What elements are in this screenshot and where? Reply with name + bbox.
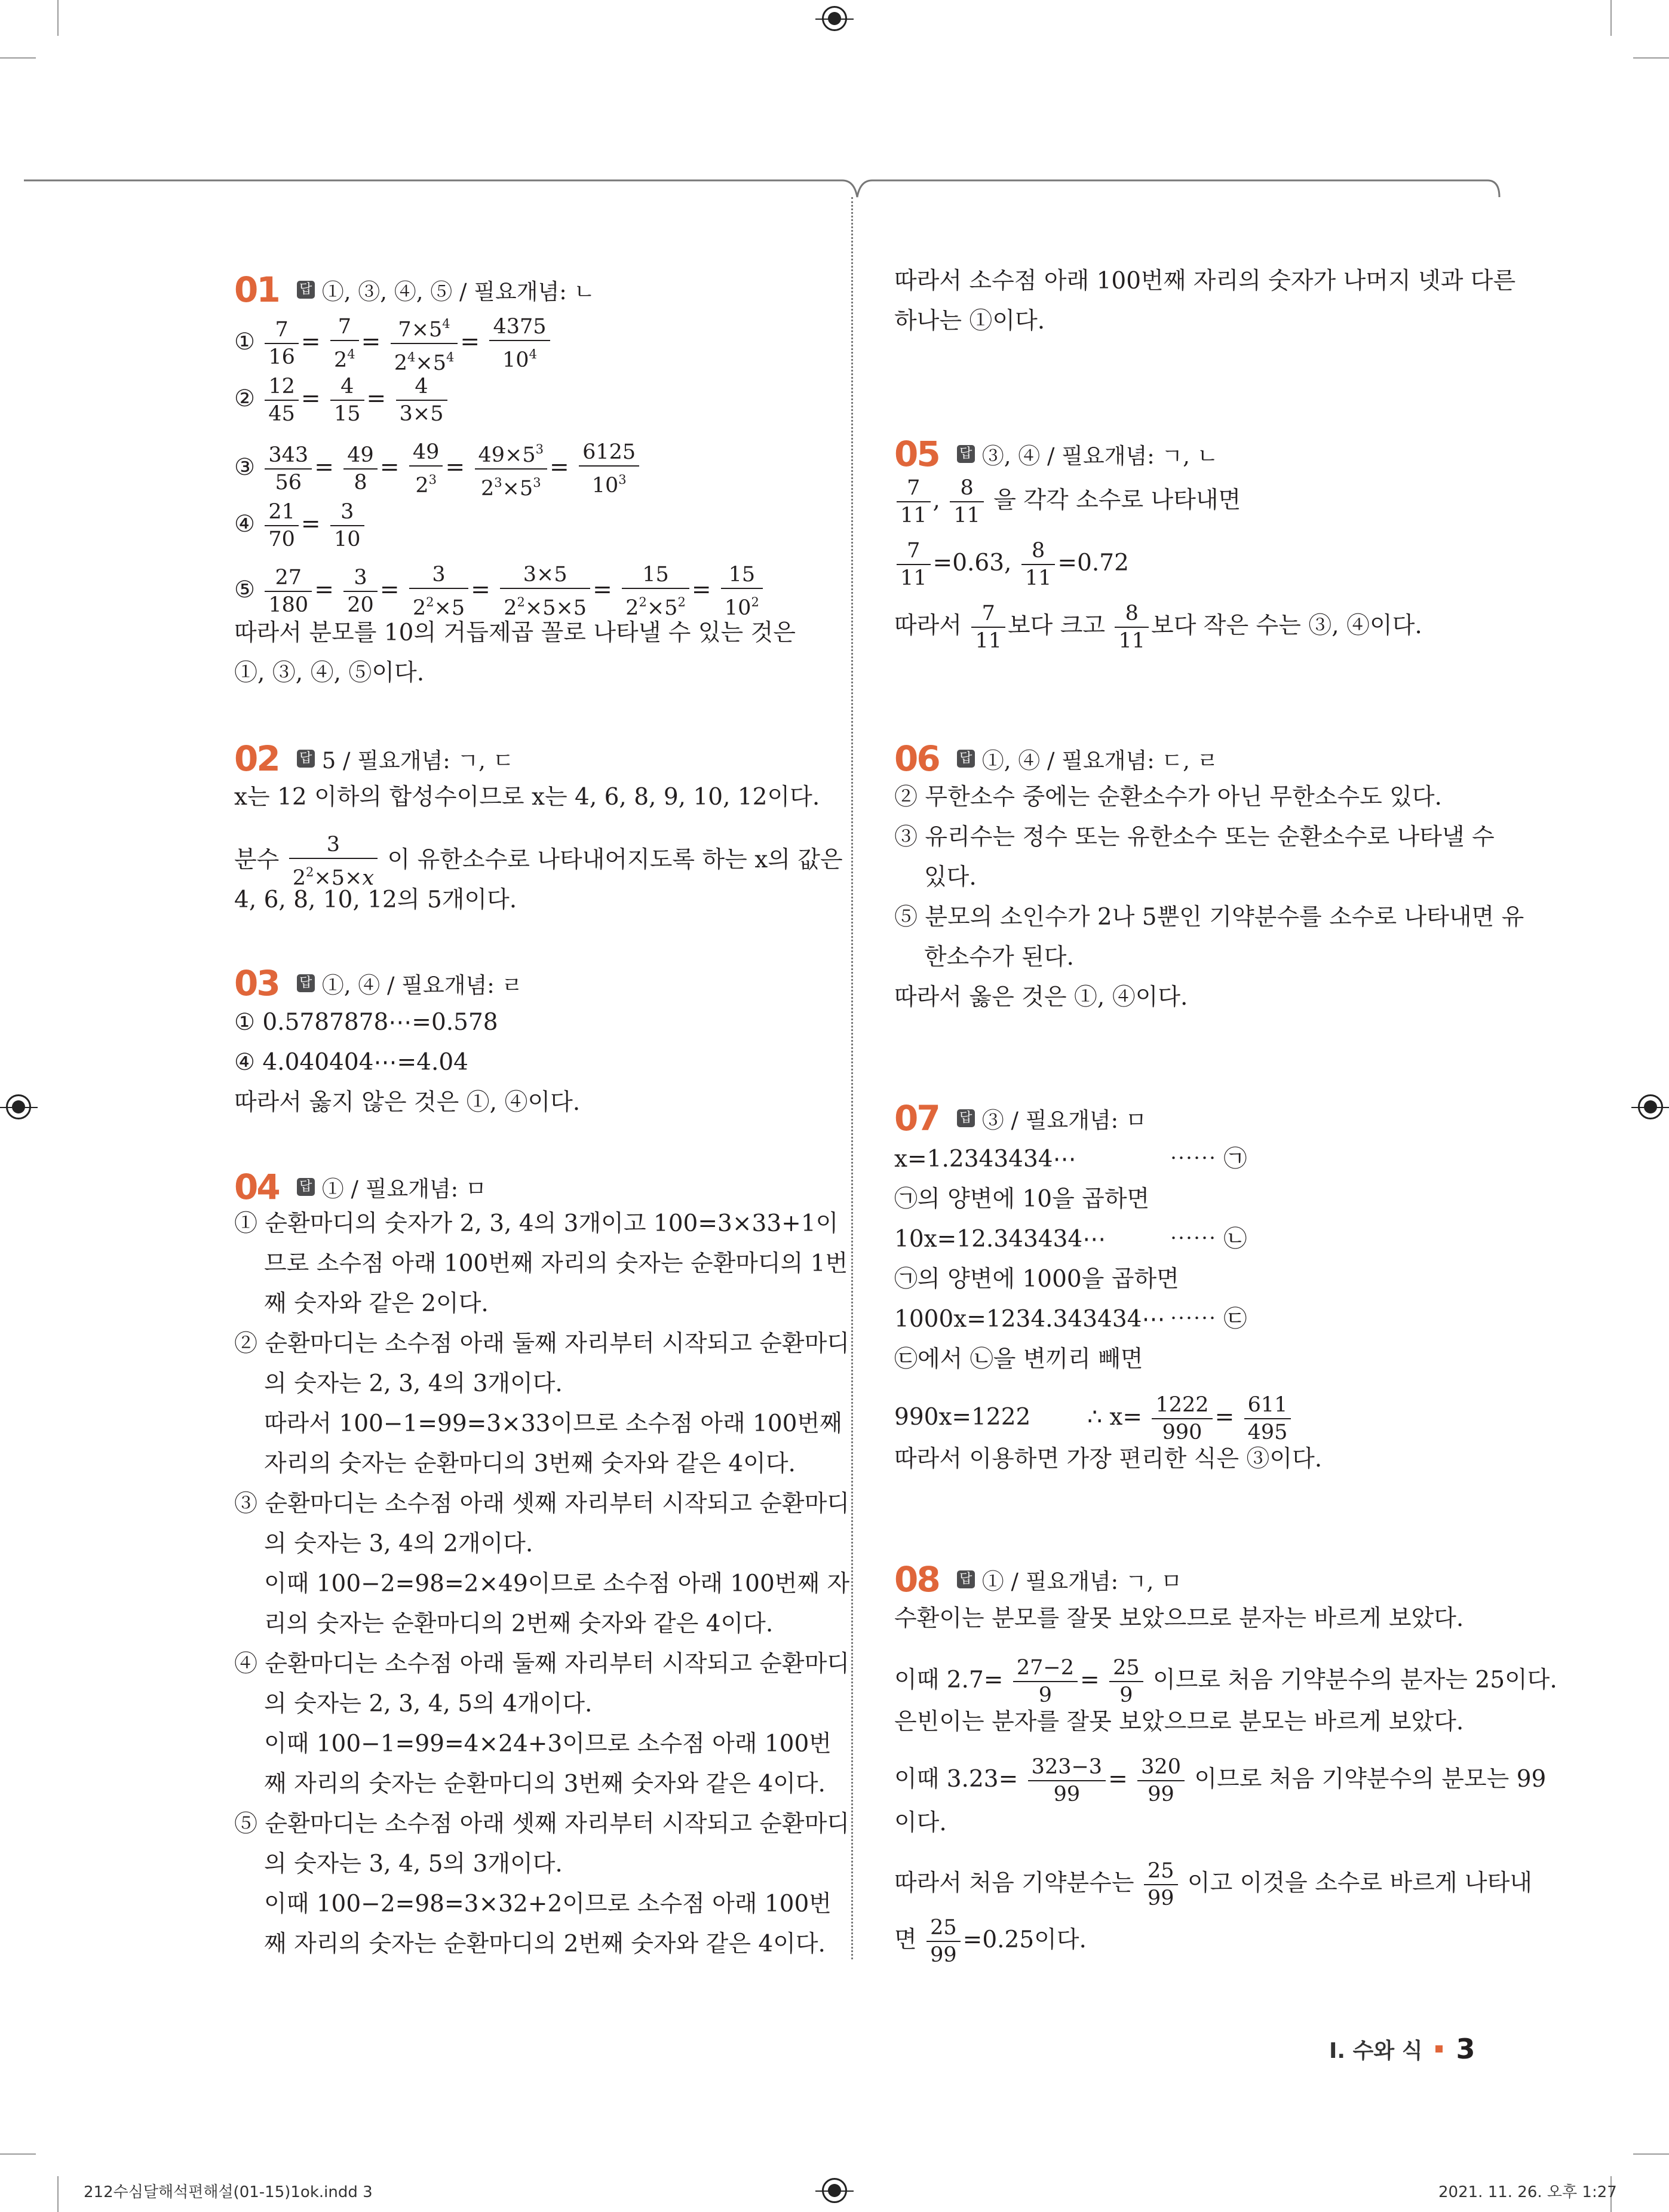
q08-line-2-pre: 이때 2.7= [894, 1667, 1004, 1693]
question-number: 01 [234, 269, 279, 310]
q04-line: ③ 순환마디는 소수점 아래 셋째 자리부터 시작되고 순환마디 [234, 1490, 849, 1517]
answer-badge: 답 [957, 1570, 975, 1588]
q08-line-1: 수환이는 분모를 잘못 보았으므로 분자는 바르게 보았다. [894, 1605, 1464, 1632]
question-header-04 [234, 1169, 487, 1205]
header-rule [24, 173, 1505, 221]
answer-badge: 답 [297, 281, 315, 299]
question-number: 04 [234, 1167, 279, 1207]
q02-line-2-pre: 분수 [234, 846, 280, 873]
q07-line-3: 10x=12.343434⋯ [894, 1226, 1106, 1253]
q05-line-3-mid: 보다 크고 [1007, 612, 1106, 639]
q05-line-3-pre: 따라서 [894, 612, 962, 639]
q08-line-7-pre: 면 [894, 1926, 917, 1953]
q02-line-2: 분수 $\frac{3}{2^2\times 5\times x}$ 이 유한소수로 나타내어지도록 하는 x의 값은 [234, 833, 843, 890]
q04-line: 째 자리의 숫자는 순환마디의 3번째 숫자와 같은 4이다. [264, 1771, 826, 1797]
question-number: 02 [234, 738, 279, 779]
q07-line-4: ㉠의 양변에 1000을 곱하면 [894, 1266, 1179, 1293]
question-header-07 [894, 1098, 1147, 1139]
page-footer [1329, 2031, 1475, 2067]
q07-line-6: ㉢에서 ㉡을 변끼리 빼면 [894, 1346, 1143, 1373]
q04-line: 의 숫자는 2, 3, 4, 5의 4개이다. [264, 1691, 593, 1717]
q07-label-3: ⋯⋯ ㉢ [1170, 1306, 1247, 1333]
chapter-title: Ⅰ. 수와 식 [1329, 2038, 1423, 2063]
page-number: 3 [1456, 2033, 1475, 2065]
answer-badge: 답 [957, 445, 975, 463]
q06-line: 따라서 옳은 것은 ①, ④이다. [894, 984, 1188, 1011]
q04-line: 째 숫자와 같은 2이다. [264, 1290, 489, 1317]
answer-badge: 답 [957, 1109, 975, 1127]
question-header-08 [894, 1559, 1182, 1600]
q05-decimal-b: =0.72 [1057, 550, 1129, 576]
q08-line-5: 이다. [894, 1809, 947, 1836]
q06-line: 있다. [924, 864, 977, 891]
question-header-01 [234, 269, 596, 310]
q07-label-2: ⋯⋯ ㉡ [1170, 1226, 1247, 1253]
q08-line-7: 면 $\frac{25}{99}$ =0.25이다. [894, 1916, 1087, 1967]
q04-line: ① 순환마디의 숫자가 2, 3, 4의 3개이고 100=3×33+1이 [234, 1210, 839, 1237]
crop-mark [1633, 2153, 1669, 2155]
crop-mark [1610, 0, 1612, 36]
q08-line-6: 따라서 처음 기약분수는 $\frac{25}{99}$ 이고 이것을 소수로 바르게 나타내 [894, 1859, 1532, 1910]
answer-text: ①, ④ / 필요개념: ㄹ [321, 972, 523, 998]
q04-line: ② 순환마디는 소수점 아래 둘째 자리부터 시작되고 순환마디 [234, 1330, 849, 1357]
crop-mark [0, 2153, 36, 2155]
q04-line: 의 숫자는 3, 4, 5의 3개이다. [264, 1851, 563, 1877]
q04-line: 따라서 100−1=99=3×33이므로 소수점 아래 100번째 [264, 1410, 842, 1437]
q08-line-2: 이때 2.7= $\frac{27-2}{9}$ = $\frac{25}{9}$ 이므로 처음 기약분수의 분자는 25이다. [894, 1656, 1557, 1707]
q01-conclusion-1: 따라서 분모를 10의 거듭제곱 꼴로 나타낼 수 있는 것은 [234, 619, 796, 646]
crop-mark [57, 2176, 59, 2212]
q03-conclusion: 따라서 옳지 않은 것은 ①, ④이다. [234, 1089, 581, 1116]
q04-continued-1: 따라서 소수점 아래 100번째 자리의 숫자가 나머지 넷과 다른 [894, 268, 1516, 294]
question-header-03 [234, 963, 523, 1004]
q07-conclusion: 따라서 이용하면 가장 편리한 식은 ③이다. [894, 1446, 1323, 1472]
q05-line-2: $\frac{7}{11}$ =0.63, $\frac{8}{11}$ =0.72 [894, 538, 1129, 591]
registration-mark-icon [6, 1094, 31, 1119]
crop-mark [0, 57, 36, 59]
answer-text: ①, ④ / 필요개념: ㄷ, ㄹ [981, 748, 1219, 774]
q04-line: 이때 100−1=99=4×24+3이므로 소수점 아래 100번 [264, 1731, 832, 1757]
slug-date: 2021. 11. 26. 오후 1:27 [1438, 2183, 1617, 2201]
question-number: 08 [894, 1559, 939, 1600]
answer-text: ① / 필요개념: ㅁ [321, 1176, 487, 1202]
slug-filename: 212수심달해석편해설(01-15)1ok.indd 3 [84, 2183, 373, 2201]
q07-line-7: 990x=1222 ∴ x= $\frac{1222}{990}$ = $\frac{611}{495}$ [894, 1392, 1293, 1446]
answer-badge: 답 [957, 750, 975, 768]
q05-line-1: $\frac{7}{11}$ , $\frac{8}{11}$ 을 각각 소수로 나타내면 [894, 475, 1241, 529]
q04-line: ④ 순환마디는 소수점 아래 둘째 자리부터 시작되고 순환마디 [234, 1650, 849, 1677]
q05-line-1-post: 을 각각 소수로 나타내면 [993, 487, 1241, 514]
q05-line-3-post: 보다 작은 수는 ③, ④이다. [1151, 612, 1422, 639]
q04-line: 의 숫자는 2, 3, 4의 3개이다. [264, 1370, 563, 1397]
q03-line-2: ④ 4.040404⋯=4.04 [234, 1049, 468, 1076]
q05-line-3: 따라서 $\frac{7}{11}$ 보다 크고 $\frac{8}{11}$ 보다 작은 수는 ③, ④이다. [894, 602, 1422, 653]
q04-line: 째 자리의 숫자는 순환마디의 2번째 숫자와 같은 4이다. [264, 1931, 826, 1958]
q01-item-3: ③ $\frac{343}{56}$ = $\frac{49}{8}$ = $\frac{49}{2^3}$ = $\frac{49\times 5^3}{2^3\times 5^3}$ = $\frac{6125}{10^3}$ [234, 436, 642, 502]
answer-text: ③ / 필요개념: ㅁ [981, 1107, 1147, 1133]
q06-line: ⑤ 분모의 소인수가 2나 5뿐인 기약분수를 소수로 나타내면 유 [894, 904, 1524, 931]
q04-continued-2: 하나는 ①이다. [894, 308, 1045, 335]
question-number: 03 [234, 963, 279, 1004]
q08-line-2-post: 이므로 처음 기약분수의 분자는 25이다. [1153, 1667, 1557, 1693]
registration-mark-icon [822, 6, 847, 31]
question-number: 06 [894, 738, 939, 779]
q04-line: 의 숫자는 3, 4의 2개이다. [264, 1530, 533, 1557]
crop-mark [1633, 57, 1669, 59]
q07-line-1: x=1.2343434⋯ [894, 1146, 1076, 1173]
registration-mark-icon [822, 2178, 847, 2203]
q01-item-5: ⑤ $\frac{27}{180}$ = $\frac{3}{20}$ = $\frac{3}{2^2\times 5}$ = $\frac{3\times 5}{2^2\times 5\times 5}$ = $\frac{15}{2^2\times 5^2}$ = $\frac{15}{10^2}$ [234, 562, 765, 621]
question-number: 05 [894, 434, 939, 474]
q02-line-2-post: 이 유한소수로 나타내어지도록 하는 x의 값은 [387, 846, 843, 873]
q04-body [234, 1207, 850, 1962]
q02-line-1: x는 12 이하의 합성수이므로 x는 4, 6, 8, 9, 10, 12이다. [234, 784, 820, 811]
answer-text: ①, ③, ④, ⑤ / 필요개념: ㄴ [321, 279, 596, 305]
q08-line-6-pre: 따라서 처음 기약분수는 [894, 1870, 1134, 1897]
q07-therefore: ∴ x= [1087, 1404, 1143, 1431]
crop-mark [57, 0, 59, 36]
q08-line-4-post: 이므로 처음 기약분수의 분모는 99 [1194, 1766, 1547, 1793]
registration-mark-icon [1638, 1094, 1663, 1119]
q07-line-2: ㉠의 양변에 10을 곱하면 [894, 1186, 1150, 1213]
q08-line-6-post: 이고 이것을 소수로 바르게 나타내 [1187, 1870, 1532, 1897]
question-header-06 [894, 738, 1219, 779]
q04-line: 이때 100−2=98=2×49이므로 소수점 아래 100번째 자 [264, 1570, 850, 1597]
q08-line-3: 은빈이는 분자를 잘못 보았으므로 분모는 바르게 보았다. [894, 1708, 1464, 1735]
q08-line-7-post: =0.25이다. [962, 1926, 1087, 1953]
q04-line: 리의 숫자는 순환마디의 2번째 숫자와 같은 4이다. [264, 1610, 774, 1637]
q06-line: ② 무한소수 중에는 순환소수가 아닌 무한소수도 있다. [894, 784, 1442, 811]
q08-line-4-pre: 이때 3.23= [894, 1766, 1018, 1793]
q01-item-4: ④ $\frac{21}{70}$ = $\frac{3}{10}$ [234, 499, 367, 553]
q01-item-1: ① $\frac{7}{16}$ = $\frac{7}{2^4}$ = $\frac{7\times 5^4}{2^4\times 5^4}$ = $\frac{4375}{10^4}$ [234, 311, 553, 376]
q04-line: 자리의 숫자는 순환마디의 3번째 숫자와 같은 4이다. [264, 1450, 796, 1477]
q03-line-1: ① 0.5787878⋯=0.578 [234, 1009, 498, 1036]
question-header-05 [894, 436, 1218, 472]
q08-line-4: 이때 3.23= $\frac{323-3}{99}$ = $\frac{320}{99}$ 이므로 처음 기약분수의 분모는 99 [894, 1755, 1547, 1806]
q07-label-1: ⋯⋯ ㉠ [1170, 1146, 1247, 1173]
q07-line-5: 1000x=1234.343434⋯ [894, 1306, 1165, 1333]
column-divider [851, 197, 853, 1959]
q04-line: 므로 소수점 아래 100번째 자리의 숫자는 순환마디의 1번 [264, 1250, 848, 1277]
answer-badge: 답 [297, 750, 315, 768]
answer-badge: 답 [297, 974, 315, 992]
answer-text: ① / 필요개념: ㄱ, ㅁ [981, 1569, 1182, 1594]
answer-text: 5 / 필요개념: ㄱ, ㄷ [321, 748, 514, 774]
q06-line: ③ 유리수는 정수 또는 유한소수 또는 순환소수로 나타낼 수 [894, 824, 1495, 851]
question-number: 07 [894, 1098, 939, 1139]
question-header-02 [234, 738, 514, 779]
answer-badge: 답 [297, 1178, 315, 1196]
q05-decimal-a: =0.63, [932, 550, 1012, 576]
q07-equation: 990x=1222 [894, 1404, 1031, 1431]
q04-line: 이때 100−2=98=3×32+2이므로 소수점 아래 100번 [264, 1891, 832, 1918]
q06-line: 한소수가 된다. [924, 944, 1074, 971]
q02-line-3: 4, 6, 8, 10, 12의 5개이다. [234, 886, 517, 913]
answer-text: ③, ④ / 필요개념: ㄱ, ㄴ [981, 443, 1219, 469]
q01-conclusion-2: ①, ③, ④, ⑤이다. [234, 659, 425, 686]
bullet-icon [1435, 2045, 1443, 2053]
q04-line: ⑤ 순환마디는 소수점 아래 셋째 자리부터 시작되고 순환마디 [234, 1811, 849, 1837]
q01-item-2: ② $\frac{12}{45}$ = $\frac{4}{15}$ = $\frac{4}{3\times 5}$ [234, 373, 450, 427]
